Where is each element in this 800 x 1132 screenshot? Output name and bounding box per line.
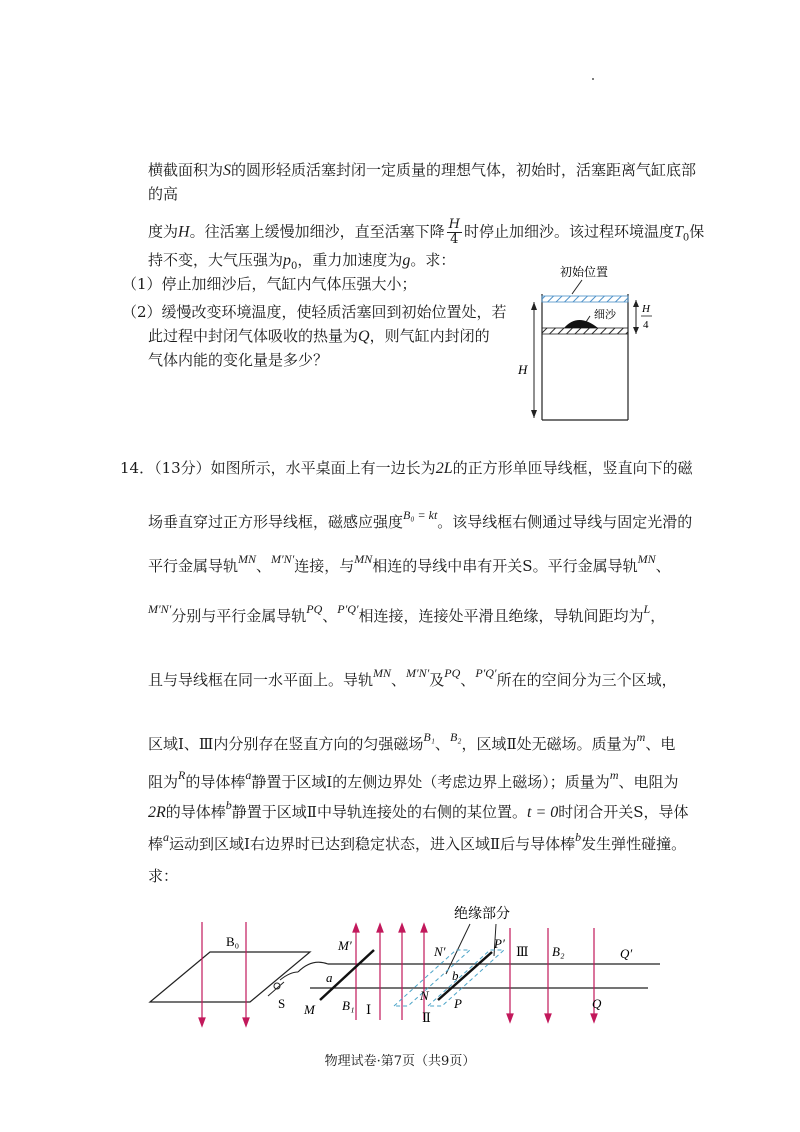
p14-line-7: 阻为$^R$的导体棒$^a$静置于区域Ⅰ的左侧边界处（考虑边界上磁场）；质量为$^m$、电阻为 (148, 768, 679, 791)
svg-text:Q: Q (592, 996, 602, 1011)
svg-text:a: a (326, 970, 333, 985)
fraction-H-over-4: $\frac{H}{4}$ (448, 217, 460, 247)
p13-line-3: 度为H。往活塞上缓慢加细沙，直至活塞下降 $\frac{H}{4}$ 时停止加细沙。该过程环境温度$T_0$保 (148, 217, 705, 247)
p13-line-1: 横截面积为S的圆形轻质活塞封闭一定质量的理想气体，初始时，活塞距离气缸底部 (148, 161, 697, 179)
p13-question-2-line-1: （2）缓慢改变环境温度，使轻质活塞回到初始位置处，若 (122, 303, 507, 321)
sand-pile (564, 320, 598, 328)
insulated-label: 绝缘部分 (454, 907, 510, 922)
initial-position-label: 初始位置 (560, 265, 609, 279)
page-mark (592, 78, 594, 80)
B1-field-arrows (353, 924, 427, 1020)
svg-text:N′: N′ (434, 944, 446, 959)
B0-field-arrows (199, 922, 249, 1026)
svg-text:B₂: B₂ (552, 944, 565, 959)
svg-text:4: 4 (643, 319, 649, 331)
p13-question-2-line-3: 气体内能的变化量是多少？ (148, 351, 329, 369)
p13-line-4: 持不变，大气压强为$p_0$，重力加速度为g。求： (148, 251, 456, 272)
p14-line-5: 且与导线框在同一水平面上。导轨$^{MN}$、$^{M'N'}$及$^{PQ}$、$^{P'Q'}$所在的空间分为三个区域， (148, 666, 677, 689)
sand-label: 细沙 (594, 309, 616, 321)
p14-line-4: $^{M'N'}$分别与平行金属导轨$^{PQ}$、$^{P'Q'}$相连接，连接处平滑且绝缘，导轨间距均为$^L$， (148, 602, 666, 625)
p13-line-2: 的高 (148, 185, 179, 203)
p14-line-1: 14．（13分）如图所示，水平桌面上有一边长为2L的正方形单匝导线框，竖直向下的磁 (120, 459, 693, 477)
rail-figure (140, 900, 680, 1030)
square-wire-frame (150, 952, 310, 1002)
switch-label: S (278, 996, 286, 1011)
svg-text:Ⅲ: Ⅲ (516, 944, 529, 959)
svg-text:b: b (452, 968, 459, 983)
cylinder-figure (508, 256, 668, 426)
p13-question-2-line-2: 此过程中封闭气体吸收的热量为Q，则气缸内封闭的 (148, 327, 490, 345)
p14-line-8: 2R的导体棒$^b$静置于区域Ⅱ中导轨连接处的右侧的某位置。t = 0时闭合开关S，导体 (148, 798, 689, 821)
p13-question-1: （1）停止加细沙后，气缸内气体压强大小； (122, 275, 417, 293)
initial-position-pointer (572, 280, 582, 294)
svg-text:P: P (454, 996, 462, 1011)
question-number: 14． (120, 459, 155, 477)
svg-text:Ⅱ: Ⅱ (422, 1010, 431, 1025)
initial-piston (542, 296, 628, 302)
p14-line-3: 平行金属导轨$^{MN}$、$^{M'N'}$连接，与$^{MN}$相连的导线中串有开关S。平行金属导轨$^{MN}$、 (148, 552, 671, 575)
svg-text:Q′: Q′ (620, 946, 633, 961)
svg-text:B₁: B₁ (342, 998, 355, 1013)
page-footer: 物理试卷·第7页（共9页） (324, 1054, 476, 1069)
p14-line-9: 棒$^a$运动到区域Ⅰ右边界时已达到稳定状态，进入区域Ⅱ后与导体棒$^b$发生弹性碰撞。 (148, 830, 687, 853)
H-label: H (518, 362, 528, 377)
svg-text:H: H (642, 303, 650, 315)
svg-text:N: N (420, 988, 429, 1003)
B0-label: B₀ (226, 934, 240, 949)
current-piston (542, 328, 628, 334)
p14-line-6: 区域Ⅰ、Ⅲ内分别存在竖直方向的匀强磁场$^{B_1}$、$^{B_2}$，区域Ⅱ处无磁场。质量为$^m$、电 (148, 730, 676, 753)
p14-line-2: 场垂直穿过正方形导线框，磁感应强度$^{B_0 = kt}$。该导线框右侧通过导线与固定光滑的 (148, 508, 693, 531)
B2-field-arrows (507, 928, 597, 1022)
p14-line-10: 求： (148, 867, 179, 885)
svg-text:P′: P′ (494, 936, 505, 951)
svg-text:Ⅰ: Ⅰ (366, 1002, 372, 1017)
svg-text:M′: M′ (338, 938, 352, 953)
svg-text:M: M (304, 1002, 315, 1017)
